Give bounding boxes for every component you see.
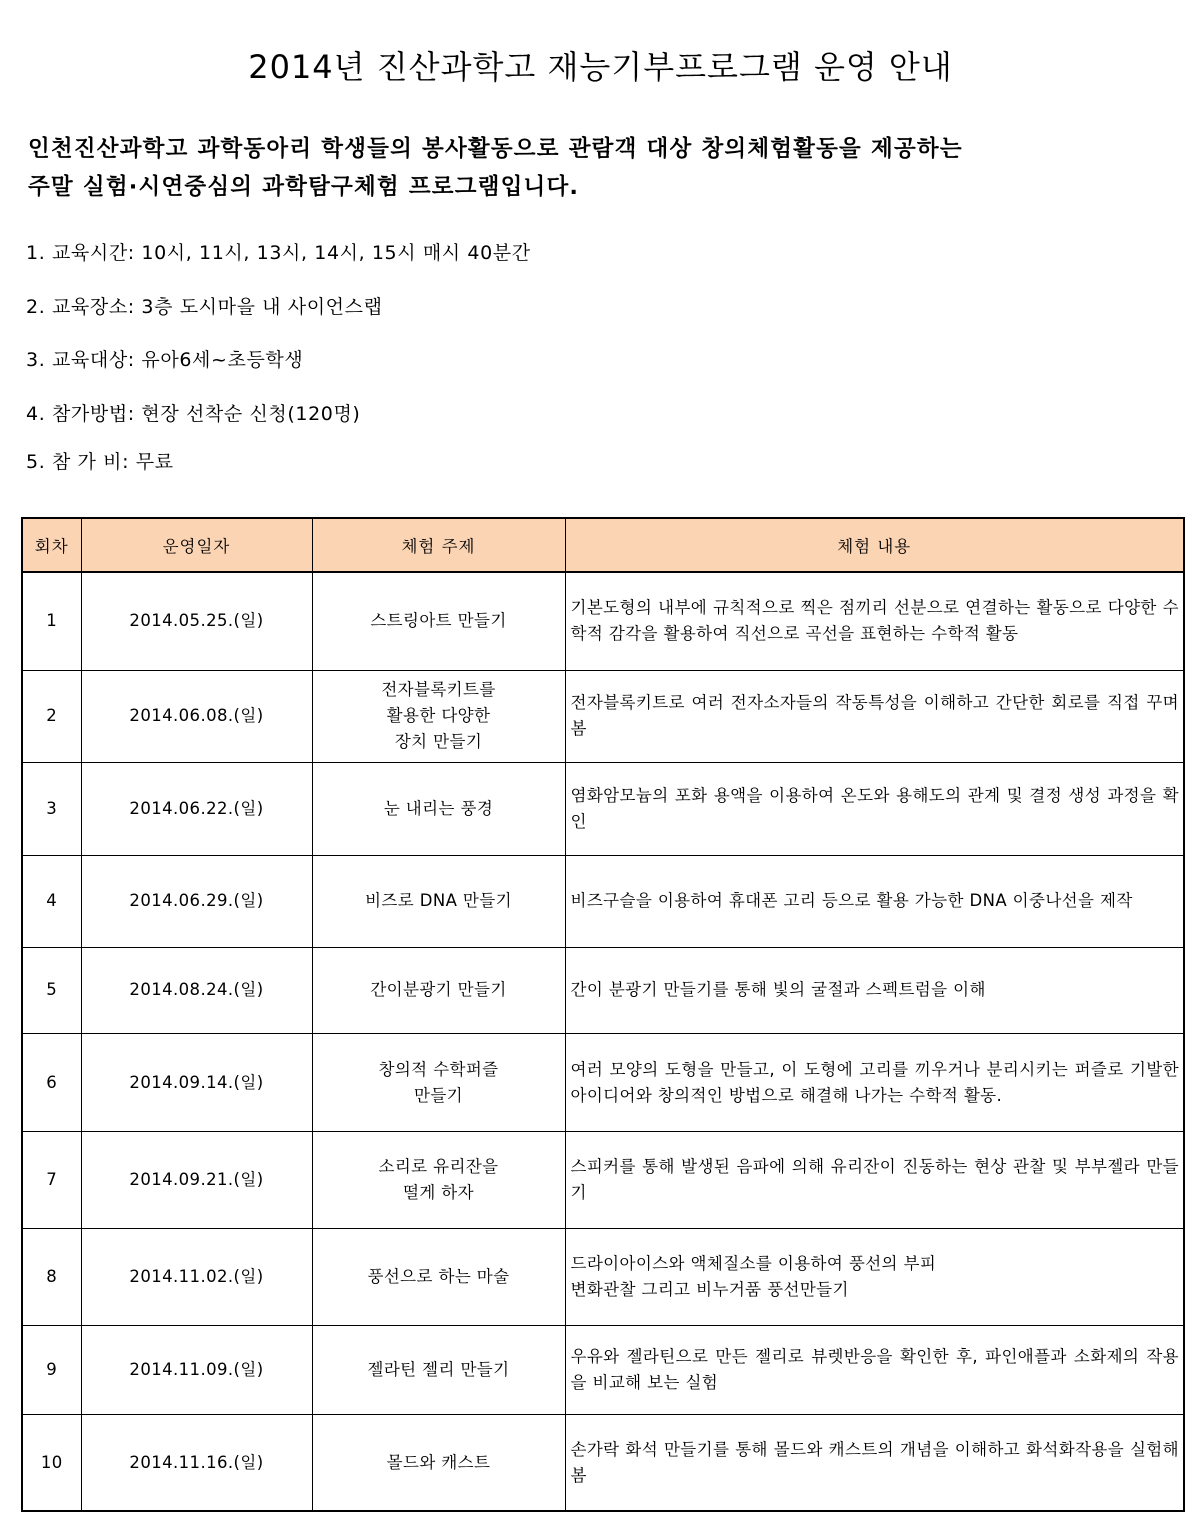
cell-no: 3 [22, 762, 81, 855]
cell-topic: 전자블록키트를 활용한 다양한 장치 만들기 [312, 670, 565, 762]
info-item-place: 2. 교육장소: 3층 도시마을 내 사이언스랩 [26, 296, 383, 318]
cell-no: 1 [22, 572, 81, 670]
intro-line: 주말 실험·시연중심의 과학탐구체험 프로그램입니다. [28, 174, 580, 200]
intro-line: 인천진산과학고 과학동아리 학생들의 봉사활동으로 관람객 대상 창의체험활동을 제공하는 [28, 136, 963, 162]
cell-no: 6 [22, 1033, 81, 1131]
cell-content: 손가락 화석 만들기를 통해 몰드와 캐스트의 개념을 이해하고 화석화작용을 실험해봄 [565, 1415, 1184, 1511]
cell-topic: 몰드와 캐스트 [312, 1415, 565, 1511]
cell-date: 2014.06.29.(일) [81, 855, 312, 947]
cell-no: 5 [22, 947, 81, 1033]
cell-content: 스피커를 통해 발생된 음파에 의해 유리잔이 진동하는 현상 관찰 및 부부젤라 만들기 [565, 1132, 1184, 1229]
cell-no: 4 [22, 855, 81, 947]
header-cell-no: 회차 [22, 518, 81, 572]
cell-date: 2014.09.14.(일) [81, 1033, 312, 1131]
header-cell-date: 운영일자 [81, 518, 312, 572]
cell-date: 2014.11.09.(일) [81, 1326, 312, 1415]
cell-topic: 창의적 수학퍼즐 만들기 [312, 1033, 565, 1131]
info-item-time: 1. 교육시간: 10시, 11시, 13시, 14시, 15시 매시 40분간 [26, 242, 531, 264]
cell-date: 2014.06.08.(일) [81, 670, 312, 762]
cell-no: 2 [22, 670, 81, 762]
table-row [22, 572, 1184, 670]
cell-no: 9 [22, 1326, 81, 1415]
cell-topic: 젤라틴 젤리 만들기 [312, 1326, 565, 1415]
cell-date: 2014.09.21.(일) [81, 1132, 312, 1229]
table-row [22, 947, 1184, 1033]
header-cell-content: 체험 내용 [565, 518, 1184, 572]
table-row [22, 1229, 1184, 1326]
table-row [22, 670, 1184, 762]
info-item-fee: 5. 참 가 비: 무료 [26, 451, 174, 473]
cell-topic: 눈 내리는 풍경 [312, 762, 565, 855]
table-row [22, 762, 1184, 855]
cell-content: 여러 모양의 도형을 만들고, 이 도형에 고리를 끼우거나 분리시키는 퍼즐로 기발한 아이디어와 창의적인 방법으로 해결해 나가는 수학적 활동. [565, 1033, 1184, 1131]
cell-content: 기본도형의 내부에 규칙적으로 찍은 점끼리 선분으로 연결하는 활동으로 다양한 수학적 감각을 활용하여 직선으로 곡선을 표현하는 수학적 활동 [565, 572, 1184, 670]
cell-date: 2014.06.22.(일) [81, 762, 312, 855]
cell-date: 2014.11.02.(일) [81, 1229, 312, 1326]
table-row [22, 1132, 1184, 1229]
cell-content: 염화암모늄의 포화 용액을 이용하여 온도와 용해도의 관계 및 결정 생성 과정을 확인 [565, 762, 1184, 855]
cell-topic: 비즈로 DNA 만들기 [312, 855, 565, 947]
cell-no: 10 [22, 1415, 81, 1511]
cell-topic: 스트링아트 만들기 [312, 572, 565, 670]
table-body [22, 572, 1184, 1511]
table-header-row [22, 518, 1184, 572]
cell-topic: 풍선으로 하는 마술 [312, 1229, 565, 1326]
cell-date: 2014.05.25.(일) [81, 572, 312, 670]
page-title: 2014년 진산과학고 재능기부프로그램 운영 안내 [248, 48, 953, 86]
cell-no: 7 [22, 1132, 81, 1229]
table-row [22, 1326, 1184, 1415]
cell-content: 간이 분광기 만들기를 통해 빛의 굴절과 스펙트럼을 이해 [565, 947, 1184, 1033]
cell-date: 2014.08.24.(일) [81, 947, 312, 1033]
cell-date: 2014.11.16.(일) [81, 1415, 312, 1511]
intro-paragraph [28, 130, 1178, 206]
cell-topic: 간이분광기 만들기 [312, 947, 565, 1033]
cell-content: 우유와 젤라틴으로 만든 젤리로 뷰렛반응을 확인한 후, 파인애플과 소화제의 작용을 비교해 보는 실험 [565, 1326, 1184, 1415]
cell-content: 드라이아이스와 액체질소를 이용하여 풍선의 부피 변화관찰 그리고 비누거품 풍선만들기 [565, 1229, 1184, 1326]
table-row [22, 1033, 1184, 1131]
cell-topic: 소리로 유리잔을 떨게 하자 [312, 1132, 565, 1229]
cell-no: 8 [22, 1229, 81, 1326]
info-item-target: 3. 교육대상: 유아6세~초등학생 [26, 349, 304, 371]
cell-content: 전자블록키트로 여러 전자소자들의 작동특성을 이해하고 간단한 회로를 직접 꾸며봄 [565, 670, 1184, 762]
header-cell-topic: 체험 주제 [312, 518, 565, 572]
info-item-method: 4. 참가방법: 현장 선착순 신청(120명) [26, 403, 361, 425]
schedule-table [21, 517, 1185, 1512]
table-row [22, 1415, 1184, 1511]
table-row [22, 855, 1184, 947]
cell-content: 비즈구슬을 이용하여 휴대폰 고리 등으로 활용 가능한 DNA 이중나선을 제작 [565, 855, 1184, 947]
